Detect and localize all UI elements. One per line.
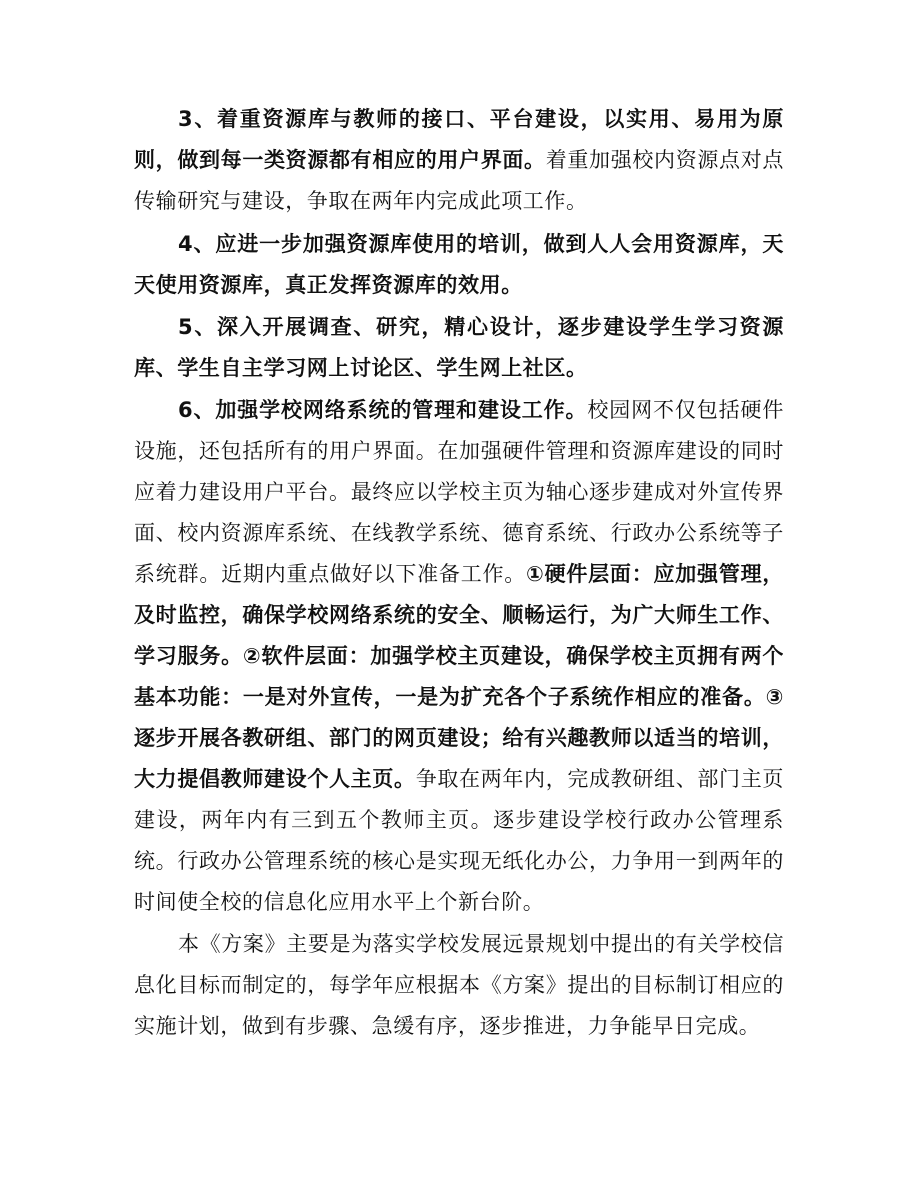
paragraph-item-5 [134, 307, 784, 389]
item-5-bold-text: 5、深入开展调查、研究，精心设计，逐步建设学生学习资源库、学生自主学习网上讨论区、学生网上社区。 [134, 315, 784, 380]
item-3-bold-text: 3、着重资源库与教师的接口、平台建设，以实用、易用为原则，做到每一类资源都有相应的用户界面。 [134, 107, 784, 172]
item-6-text: 校园网不仅包括硬件设施，还包括所有的用户界面。在加强硬件管理和资源库建设的同时应着力建设用户平台。最终应以学校主页为轴心逐步建成对外宣传界面、校内资源库系统、在线教学系统、德育系统、行政办公系统等子系统群。近期内重点做好以下准备工作。 [134, 398, 784, 586]
item-6-plan-text: 争取在两年内，完成教研组、部门主页建设，两年内有三到五个教师主页。逐步建设学校行政办公管理系统。行政办公管理系统的核心是实现无纸化办公，力争用一到两年的时间使全校的信息化应用水平上个新台阶。 [134, 767, 784, 914]
paragraph-item-3 [134, 99, 784, 222]
item-3-text: 着重加强校内资源点对点传输研究与建设，争取在两年内完成此项工作。 [134, 148, 784, 213]
item-4-bold-text: 4、应进一步加强资源库使用的培训，做到人人会用资源库，天天使用资源库，真正发挥资源库的效用。 [134, 232, 784, 297]
paragraph-item-4 [134, 224, 784, 306]
paragraph-item-6 [134, 390, 784, 923]
paragraph-conclusion [134, 924, 784, 1047]
item-6-measures-text: ①硬件层面：应加强管理，及时监控，确保学校网络系统的安全、顺畅运行，为广大师生工作、学习服务。②软件层面：加强学校主页建设，确保学校主页拥有两个基本功能：一是对外宣传，一是为扩充各个子系统作相应的准备。③逐步开展各教研组、部门的网页建设；给有兴趣教师以适当的培训，大力提倡教师建设个人主页。 [134, 562, 784, 791]
item-6-heading-text: 6、加强学校网络系统的管理和建设工作。 [178, 398, 588, 422]
conclusion-text: 本《方案》主要是为落实学校发展远景规划中提出的有关学校信息化目标而制定的，每学年应根据本《方案》提出的目标制订相应的实施计划，做到有步骤、急缓有序，逐步推进，力争能早日完成。 [134, 932, 784, 1038]
